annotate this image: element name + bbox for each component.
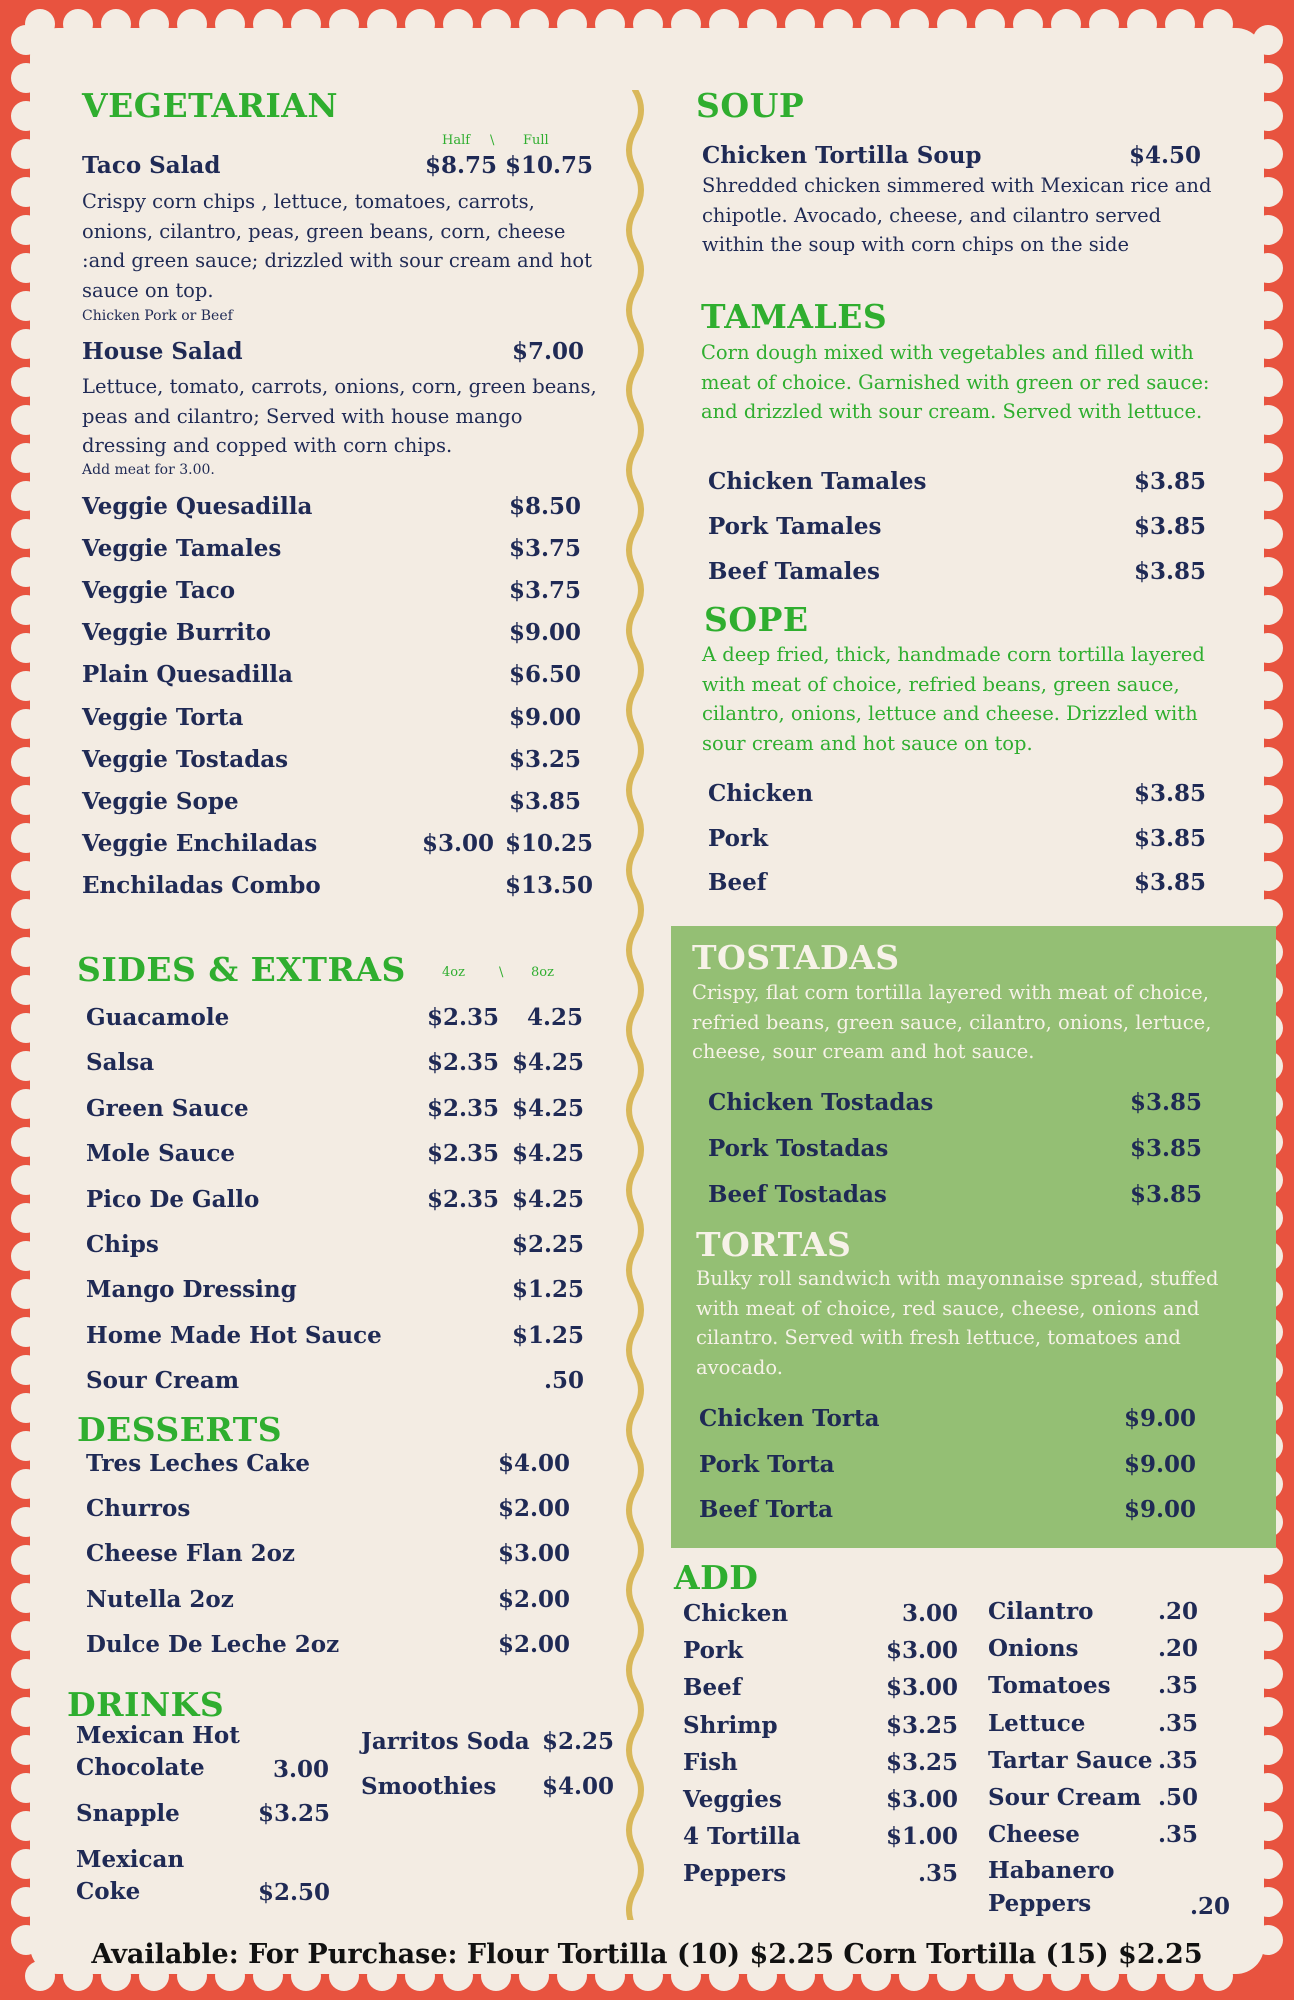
- soup-price: $4.50: [1129, 142, 1202, 169]
- scallop-bump: [11, 1659, 41, 1689]
- tamales-description: Corn dough mixed with vegetables and filled with meat of choice. Garnished with green or red sauce: and drizzled with sour cream. Served with lettuce.: [701, 341, 1210, 423]
- sides-item-name: Home Made Hot Sauce: [86, 1322, 382, 1349]
- scallop-bump: [11, 633, 41, 663]
- coke-price: $2.50: [258, 1879, 331, 1906]
- scallop-bump: [1253, 1887, 1283, 1917]
- scallop-bump: [11, 557, 41, 587]
- scallop-bump: [11, 443, 41, 473]
- sides-item-4oz-price: $2.35: [427, 1004, 500, 1031]
- scallop-bump: [823, 9, 853, 39]
- scallop-bump: [11, 709, 41, 739]
- vegetarian-item-name: Veggie Quesadilla: [82, 493, 313, 520]
- scallop-bump: [405, 9, 435, 39]
- scallop-bump: [11, 1811, 41, 1841]
- scallop-bump: [11, 101, 41, 131]
- sides-item-name: Green Sauce: [86, 1095, 249, 1122]
- add-item-name: Lettuce: [988, 1710, 1086, 1737]
- scallop-bump: [63, 9, 93, 39]
- dessert-item-name: Dulce De Leche 2oz: [86, 1631, 340, 1658]
- scallop-bump: [11, 899, 41, 929]
- add-item-price: .20: [1157, 1635, 1198, 1662]
- scallop-bump: [1089, 9, 1119, 39]
- scallop-bump: [329, 9, 359, 39]
- tostadas-heading: TOSTADAS: [692, 938, 900, 977]
- scallop-bump: [937, 9, 967, 39]
- dessert-item-name: Churros: [86, 1495, 191, 1522]
- scallop-bump: [1253, 1659, 1283, 1689]
- full-label: Full: [523, 133, 549, 148]
- hot-chocolate-price: 3.00: [273, 1756, 330, 1783]
- scallop-bump: [101, 9, 131, 39]
- scallop-bump: [1253, 329, 1283, 359]
- snapple-price: $3.25: [258, 1800, 331, 1827]
- scallop-bump: [11, 1317, 41, 1347]
- add-item-name: Sour Cream: [988, 1784, 1142, 1811]
- add-item-price: $1.00: [885, 1823, 958, 1850]
- add-item-name: Tomatoes: [988, 1672, 1111, 1699]
- scallop-bump: [1253, 899, 1283, 929]
- sides-item-8oz-price: $4.25: [512, 1049, 585, 1076]
- scallop-bump: [11, 1051, 41, 1081]
- scallop-bump: [1253, 101, 1283, 131]
- dessert-item-name: Nutella 2oz: [86, 1586, 234, 1613]
- half-label: Half: [442, 133, 471, 148]
- add-item-name: Shrimp: [683, 1712, 778, 1739]
- soup-heading: SOUP: [696, 86, 805, 125]
- scallop-bump: [11, 253, 41, 283]
- scallop-bump: [1253, 785, 1283, 815]
- vegetarian-item-name: Veggie Taco: [82, 577, 236, 604]
- scallop-bump: [11, 139, 41, 169]
- scallop-bump: [11, 177, 41, 207]
- add-item-price: $3.25: [885, 1712, 958, 1739]
- scallop-bump: [11, 481, 41, 511]
- sides-item-name: Salsa: [86, 1049, 155, 1076]
- scallop-bump: [11, 975, 41, 1005]
- vegetarian-item-name: Veggie Burrito: [82, 619, 272, 646]
- sides-item-name: Mango Dressing: [86, 1276, 297, 1303]
- scallop-bump: [557, 9, 587, 39]
- scallop-bump: [1253, 215, 1283, 245]
- size-separator: \: [499, 965, 504, 980]
- scallop-bump: [1253, 25, 1283, 55]
- vegetarian-item-half-price: $3.00: [422, 830, 495, 857]
- column-divider: [620, 90, 650, 1920]
- scallop-bump: [11, 519, 41, 549]
- sope-item-name: Pork: [708, 825, 769, 852]
- vegetarian-item-price: $13.50: [505, 872, 594, 899]
- scallop-bump: [443, 9, 473, 39]
- vegetarian-item-name: Veggie Tamales: [82, 535, 282, 562]
- sope-item-price: $3.85: [1134, 869, 1207, 896]
- sope-item-name: Chicken: [708, 780, 814, 807]
- scallop-bump: [1253, 671, 1283, 701]
- scallop-bump: [291, 9, 321, 39]
- scallop-bump: [139, 9, 169, 39]
- add-heading: ADD: [674, 1558, 759, 1597]
- scallop-bump: [11, 861, 41, 891]
- scallop-bump: [1253, 291, 1283, 321]
- tamales-item-name: Chicken Tamales: [708, 468, 927, 495]
- vegetarian-item-name: Veggie Enchiladas: [82, 830, 318, 857]
- add-item-name: Tartar Sauce: [988, 1747, 1153, 1774]
- scallop-bump: [11, 1127, 41, 1157]
- scallop-bump: [11, 1849, 41, 1879]
- vegetarian-item-name: Veggie Sope: [82, 788, 239, 815]
- soup-name: Chicken Tortilla Soup: [702, 142, 982, 169]
- scallop-bump: [481, 9, 511, 39]
- vegetarian-item-price: $3.75: [509, 535, 582, 562]
- tamales-item-price: $3.85: [1134, 468, 1207, 495]
- scallop-bump: [1253, 633, 1283, 663]
- scallop-bump: [747, 9, 777, 39]
- vegetarian-item-price: $6.50: [509, 661, 582, 688]
- scallop-bump: [11, 25, 41, 55]
- tostadas-item-price: $3.85: [1130, 1089, 1203, 1116]
- add-item-price: .35: [1157, 1710, 1198, 1737]
- scallop-bump: [1253, 253, 1283, 283]
- hot-chocolate-line1: Mexican Hot: [76, 1722, 240, 1749]
- house-salad-price: $7.00: [512, 338, 585, 365]
- scallop-bump: [11, 215, 41, 245]
- vegetarian-item-name: Veggie Tostadas: [82, 746, 289, 773]
- add-item-price: .50: [1157, 1784, 1198, 1811]
- scallop-bump: [11, 1507, 41, 1537]
- snapple-name: Snapple: [76, 1800, 180, 1827]
- add-item-price: $3.25: [885, 1749, 958, 1776]
- scallop-bump: [11, 1545, 41, 1575]
- taco-salad-half-price: $8.75: [425, 152, 498, 179]
- vegetarian-item-price: $9.00: [509, 619, 582, 646]
- tostadas-item-name: Pork Tostadas: [708, 1135, 889, 1162]
- scallop-bump: [1253, 443, 1283, 473]
- tamales-item-name: Beef Tamales: [708, 558, 880, 585]
- vegetarian-item-price: $9.00: [509, 704, 582, 731]
- sope-item-price: $3.85: [1134, 825, 1207, 852]
- scallop-bump: [1253, 1773, 1283, 1803]
- add-item-name: Cheese: [988, 1821, 1080, 1848]
- scallop-bump: [11, 405, 41, 435]
- tortas-item-name: Pork Torta: [699, 1451, 835, 1478]
- dessert-item-price: $3.00: [498, 1540, 571, 1567]
- scallop-bump: [899, 9, 929, 39]
- scallop-bump: [1127, 9, 1157, 39]
- sides-item-name: Sour Cream: [86, 1367, 240, 1394]
- dessert-item-price: $2.00: [498, 1495, 571, 1522]
- scallop-bump: [1165, 9, 1195, 39]
- scallop-bump: [1253, 595, 1283, 625]
- scallop-bump: [11, 1697, 41, 1727]
- taco-salad-description: Crispy corn chips , lettuce, tomatoes, carrots, onions, cilantro, peas, green beans, corn, cheese :and green sauce; drizzled with sour cream and hot sauce on top.: [82, 190, 592, 302]
- tostadas-item-name: Chicken Tostadas: [708, 1089, 934, 1116]
- tortas-description: Bulky roll sandwich with mayonnaise spread, stuffed with meat of choice, red sauce, cheese, onions and cilantro. Served with fresh lettuce, tomatoes and avocado.: [696, 1267, 1219, 1379]
- scallop-bump: [11, 671, 41, 701]
- add-item-price: .35: [1157, 1747, 1198, 1774]
- scallop-bump: [671, 9, 701, 39]
- sides-item-8oz-price: .50: [544, 1367, 585, 1394]
- scallop-bump: [1253, 1621, 1283, 1651]
- scallop-bump: [11, 1089, 41, 1119]
- add-item-price: $3.00: [885, 1786, 958, 1813]
- add-item-name: Beef: [683, 1674, 742, 1701]
- add-item-name: 4 Tortilla: [683, 1823, 801, 1850]
- smoothies-name: Smoothies: [361, 1773, 497, 1800]
- tortas-item-name: Chicken Torta: [699, 1405, 880, 1432]
- scallop-bump: [1253, 177, 1283, 207]
- add-item-price: .20: [1157, 1598, 1198, 1625]
- house-salad-description: Lettuce, tomato, carrots, onions, corn, green beans, peas and cilantro; Served with house mango dressing and copped with corn chips.: [82, 375, 597, 457]
- jarritos-price: $2.25: [542, 1728, 615, 1755]
- scallop-bump: [11, 63, 41, 93]
- scallop-bump: [215, 9, 245, 39]
- scallop-bump: [11, 1431, 41, 1461]
- smoothies-price: $4.00: [542, 1773, 615, 1800]
- scallop-bump: [11, 1165, 41, 1195]
- scallop-bump: [11, 1583, 41, 1613]
- jarritos-name: Jarritos Soda: [361, 1728, 530, 1755]
- scallop-bump: [11, 595, 41, 625]
- scallop-bump: [861, 9, 891, 39]
- 4oz-label: 4oz: [442, 965, 465, 980]
- dessert-item-name: Cheese Flan 2oz: [86, 1540, 295, 1567]
- vegetarian-item-name: Plain Quesadilla: [82, 661, 293, 688]
- scallop-bump: [177, 9, 207, 39]
- add-item-price: 3.00: [901, 1600, 958, 1627]
- sides-item-name: Guacamole: [86, 1004, 230, 1031]
- scallop-bump: [975, 9, 1005, 39]
- sides-item-8oz-price: $1.25: [512, 1322, 585, 1349]
- desserts-heading: DESSERTS: [77, 1410, 283, 1449]
- add-item-price: .35: [1157, 1821, 1198, 1848]
- vegetarian-item-name: Enchiladas Combo: [82, 872, 321, 899]
- add-item-price: .35: [1157, 1672, 1198, 1699]
- add-item-price: $3.00: [885, 1674, 958, 1701]
- vegetarian-item-price: $3.75: [509, 577, 582, 604]
- add-item-name: Veggies: [683, 1786, 782, 1813]
- scallop-bump: [1253, 1849, 1283, 1879]
- scallop-bump: [1253, 1811, 1283, 1841]
- scallop-bump: [785, 9, 815, 39]
- tostadas-item-price: $3.85: [1130, 1181, 1203, 1208]
- drinks-heading: DRINKS: [67, 1685, 225, 1724]
- sides-item-4oz-price: $2.35: [427, 1095, 500, 1122]
- scallop-bump: [1253, 709, 1283, 739]
- footer-tortilla-note: Available: For Purchase: Flour Tortilla (10) $2.25 Corn Tortilla (15) $2.25: [91, 1939, 1203, 1970]
- add-item-name: Peppers: [683, 1860, 787, 1887]
- sides-item-4oz-price: $2.35: [427, 1049, 500, 1076]
- scallop-bump: [1253, 405, 1283, 435]
- add-item-name: Onions: [988, 1635, 1079, 1662]
- scallop-bump: [1253, 747, 1283, 777]
- add-item-name: Fish: [683, 1749, 738, 1776]
- tamales-heading: TAMALES: [701, 297, 888, 336]
- scallop-bump: [1253, 823, 1283, 853]
- scallop-bump: [1253, 139, 1283, 169]
- vegetarian-item-full-price: $10.25: [505, 830, 594, 857]
- scallop-bump: [1253, 367, 1283, 397]
- scallop-bump: [11, 785, 41, 815]
- sope-item-name: Beef: [708, 869, 767, 896]
- vegetarian-item-name: Veggie Torta: [82, 704, 244, 731]
- house-salad-name: House Salad: [82, 338, 243, 365]
- sope-item-price: $3.85: [1134, 780, 1207, 807]
- scallop-bump: [11, 1621, 41, 1651]
- sides-item-8oz-price: 4.25: [527, 1004, 584, 1031]
- scallop-bump: [1253, 861, 1283, 891]
- scallop-bump: [11, 1241, 41, 1271]
- scallop-bump: [1253, 519, 1283, 549]
- scallop-bump: [519, 9, 549, 39]
- scallop-bump: [11, 1393, 41, 1423]
- scallop-bump: [1253, 481, 1283, 511]
- scallop-bump: [1253, 557, 1283, 587]
- sides-item-8oz-price: $2.25: [512, 1231, 585, 1258]
- scallop-bump: [11, 1469, 41, 1499]
- add-item-price: .35: [917, 1860, 958, 1887]
- vegetarian-item-price: $8.50: [509, 493, 582, 520]
- dessert-item-name: Tres Leches Cake: [86, 1450, 311, 1477]
- scallop-bump: [11, 1279, 41, 1309]
- dessert-item-price: $4.00: [498, 1450, 571, 1477]
- habanero-line1: Habanero: [988, 1857, 1115, 1884]
- scallop-bump: [11, 1735, 41, 1765]
- dessert-item-price: $2.00: [498, 1631, 571, 1658]
- scallop-bump: [1253, 1545, 1283, 1575]
- taco-salad-full-price: $10.75: [505, 152, 594, 179]
- scallop-bump: [1013, 9, 1043, 39]
- hot-chocolate-line2: Chocolate: [76, 1754, 205, 1781]
- scallop-bump: [11, 747, 41, 777]
- vegetarian-item-price: $3.85: [509, 788, 582, 815]
- half-full-separator: \: [490, 133, 495, 148]
- scallop-bump: [595, 9, 625, 39]
- scallop-bump: [1253, 63, 1283, 93]
- taco-salad-note: Chicken Pork or Beef: [82, 308, 233, 324]
- sides-item-4oz-price: $2.35: [427, 1186, 500, 1213]
- 8oz-label: 8oz: [531, 965, 554, 980]
- scallop-bump: [1051, 9, 1081, 39]
- tortas-heading: TORTAS: [696, 1225, 852, 1264]
- sides-item-name: Pico De Gallo: [86, 1186, 260, 1213]
- house-salad-note: Add meat for 3.00.: [82, 462, 215, 478]
- tostadas-item-price: $3.85: [1130, 1135, 1203, 1162]
- habanero-price: .20: [1190, 1893, 1231, 1920]
- sope-description: A deep fried, thick, handmade corn tortilla layered with meat of choice, refried beans, green sauce, cilantro, onions, lettuce and cheese. Drizzled with sour cream and hot sauce on top.: [702, 643, 1205, 755]
- add-item-name: Chicken: [683, 1600, 789, 1627]
- habanero-line2: Peppers: [988, 1890, 1092, 1917]
- tostadas-item-name: Beef Tostadas: [708, 1181, 887, 1208]
- tortas-item-price: $9.00: [1124, 1405, 1197, 1432]
- tostadas-description: Crispy, flat corn tortilla layered with meat of choice, refried beans, green sauce, cilantro, onions, lertuce, cheese, sour cream and hot sauce.: [692, 981, 1212, 1063]
- sides-item-8oz-price: $4.25: [512, 1140, 585, 1167]
- taco-salad-name: Taco Salad: [82, 152, 221, 179]
- scallop-bump: [1253, 1735, 1283, 1765]
- scallop-bump: [11, 1013, 41, 1043]
- tamales-item-name: Pork Tamales: [708, 513, 882, 540]
- scallop-bump: [11, 1887, 41, 1917]
- sides-item-name: Mole Sauce: [86, 1140, 236, 1167]
- scallop-bump: [11, 937, 41, 967]
- scallop-bump: [633, 9, 663, 39]
- tamales-item-price: $3.85: [1134, 558, 1207, 585]
- sides-item-8oz-price: $4.25: [512, 1186, 585, 1213]
- vegetarian-item-price: $3.25: [509, 746, 582, 773]
- tamales-item-price: $3.85: [1134, 513, 1207, 540]
- scallop-bump: [367, 9, 397, 39]
- scallop-bump: [11, 329, 41, 359]
- coke-line2: Coke: [76, 1878, 141, 1905]
- scallop-bump: [1253, 1697, 1283, 1727]
- scallop-bump: [709, 9, 739, 39]
- scallop-bump: [11, 291, 41, 321]
- sides-item-8oz-price: $1.25: [512, 1276, 585, 1303]
- scallop-bump: [253, 9, 283, 39]
- sides-item-name: Chips: [86, 1231, 159, 1258]
- sope-heading: SOPE: [704, 600, 809, 639]
- coke-line1: Mexican: [76, 1846, 185, 1873]
- tortas-item-name: Beef Torta: [699, 1496, 834, 1523]
- scallop-bump: [11, 367, 41, 397]
- add-item-price: $3.00: [885, 1637, 958, 1664]
- scallop-bump: [11, 1773, 41, 1803]
- soup-description: Shredded chicken simmered with Mexican rice and chipotle. Avocado, cheese, and cilantro served within the soup with corn chips on the side: [702, 174, 1212, 256]
- scallop-bump: [1203, 9, 1233, 39]
- dessert-item-price: $2.00: [498, 1586, 571, 1613]
- tortas-item-price: $9.00: [1124, 1496, 1197, 1523]
- add-item-name: Pork: [683, 1637, 744, 1664]
- scallop-bump: [1253, 1583, 1283, 1613]
- sides-item-8oz-price: $4.25: [512, 1095, 585, 1122]
- scallop-bump: [11, 823, 41, 853]
- tortas-item-price: $9.00: [1124, 1451, 1197, 1478]
- add-item-name: Cilantro: [988, 1598, 1094, 1625]
- scallop-bump: [11, 1355, 41, 1385]
- scallop-bump: [11, 1203, 41, 1233]
- sides-heading: SIDES & EXTRAS: [77, 950, 406, 989]
- sides-item-4oz-price: $2.35: [427, 1140, 500, 1167]
- vegetarian-heading: VEGETARIAN: [82, 86, 339, 125]
